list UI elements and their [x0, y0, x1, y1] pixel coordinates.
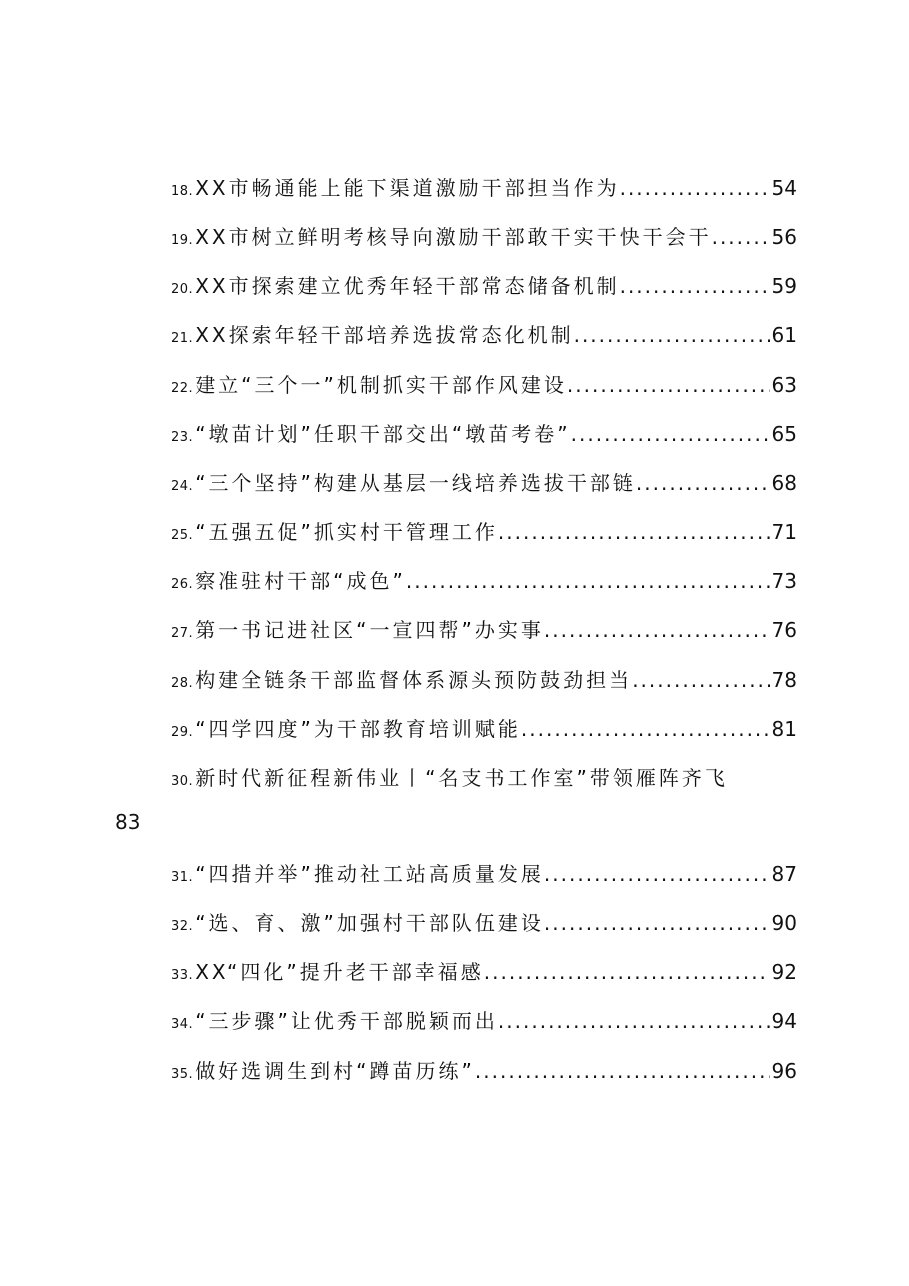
dot-leader: [475, 1059, 770, 1083]
toc-entry-page: 92: [771, 960, 797, 984]
toc-entry-page: 63: [771, 373, 797, 397]
toc-entry[interactable]: [171, 467, 797, 497]
dot-leader: [406, 569, 770, 593]
toc-entry-number: 31.: [171, 870, 194, 885]
toc-entry-title: 构建全链条干部监督体系源头预防鼓劲担当: [195, 668, 633, 692]
toc-entry-title: 建立“三个一”机制抓实干部作风建设: [195, 373, 567, 397]
toc-entry-page: 56: [771, 225, 797, 249]
dot-leader: [571, 422, 770, 446]
toc-entry-number: 20.: [171, 282, 194, 297]
toc-entry-number: 19.: [171, 233, 194, 248]
dot-leader: [521, 717, 770, 741]
dot-leader: [544, 618, 770, 642]
dot-leader: [620, 176, 770, 200]
toc-entry[interactable]: [171, 956, 797, 986]
toc-entry-title: XX探索年轻干部培养选拔常态化机制: [195, 323, 574, 347]
toc-entry-title: 新时代新征程新伟业丨“名支书工作室”带领雁阵齐飞: [195, 766, 728, 790]
toc-entry-number: 27.: [171, 626, 194, 641]
toc-entry[interactable]: [171, 614, 797, 644]
toc-entry-number: 23.: [171, 430, 194, 445]
toc-entry-title: XX市畅通能上能下渠道激励干部担当作为: [195, 176, 620, 200]
toc-entry-number: 34.: [171, 1017, 194, 1032]
toc-entry[interactable]: [171, 319, 797, 349]
dot-leader: [620, 274, 770, 298]
toc-entry-number: 33.: [171, 968, 194, 983]
toc-entry-page: 71: [771, 520, 797, 544]
toc-entry-number: 22.: [171, 381, 194, 396]
toc-entry-page: 78: [771, 668, 797, 692]
toc-entry[interactable]: [171, 369, 797, 399]
toc-entry-number: 28.: [171, 676, 194, 691]
dot-leader: [636, 471, 770, 495]
dot-leader: [484, 960, 770, 984]
toc-entry-page: 90: [771, 911, 797, 935]
toc-entry-title: “五强五促”抓实村干管理工作: [195, 520, 498, 544]
toc-entry-number: 32.: [171, 919, 194, 934]
toc-entry[interactable]: [171, 1005, 797, 1035]
dot-leader: [544, 862, 770, 886]
toc-entry-title: XX市树立鲜明考核导向激励干部敢干实干快干会干: [195, 225, 712, 249]
toc-entry-page: 73: [771, 569, 797, 593]
toc-entry-number: 26.: [171, 577, 194, 592]
dot-leader: [632, 668, 769, 692]
toc-entry-title: 做好选调生到村“蹲苗历练”: [195, 1059, 475, 1083]
dot-leader: [567, 373, 770, 397]
dot-leader: [498, 520, 770, 544]
toc-entry-number: 18.: [171, 184, 194, 199]
toc-entry[interactable]: [171, 858, 797, 888]
toc-entry-title: “选、育、激”加强村干部队伍建设: [195, 911, 544, 935]
toc-entry-page: 83: [115, 810, 141, 834]
toc-entry-title: 察准驻村干部“成色”: [195, 569, 406, 593]
toc-entry-page: 68: [771, 471, 797, 495]
toc-entry[interactable]: [171, 1055, 797, 1085]
toc-entry-title: XX“四化”提升老干部幸福感: [195, 960, 484, 984]
toc-entry[interactable]: [115, 762, 797, 834]
toc-entry-number: 24.: [171, 479, 194, 494]
toc-entry-title: “三个坚持”构建从基层一线培养选拔干部链: [195, 471, 636, 495]
toc-entry[interactable]: [171, 221, 797, 251]
toc-entry[interactable]: [171, 172, 797, 202]
toc-entry-title: “四学四度”为干部教育培训赋能: [195, 717, 521, 741]
toc-entry-title: “三步骤”让优秀干部脱颖而出: [195, 1009, 498, 1033]
toc-entry-title: XX市探索建立优秀年轻干部常态储备机制: [195, 274, 620, 298]
toc-entry[interactable]: [171, 565, 797, 595]
toc-entry-number: 29.: [171, 725, 194, 740]
toc-entry-page: 61: [771, 323, 797, 347]
toc-entry-number: 25.: [171, 528, 194, 543]
toc-entry[interactable]: [171, 664, 797, 694]
toc-entry[interactable]: [171, 516, 797, 546]
toc-entry[interactable]: [171, 270, 797, 300]
toc-entry-title: “四措并举”推动社工站高质量发展: [195, 862, 544, 886]
dot-leader: [712, 225, 770, 249]
toc-entry[interactable]: [171, 713, 797, 743]
toc-entry[interactable]: [171, 907, 797, 937]
toc-entry-page: 54: [771, 176, 797, 200]
toc-entry-title: 第一书记进社区“一宣四帮”办实事: [195, 618, 544, 642]
toc-entry[interactable]: [171, 418, 797, 448]
toc-entry-number: 21.: [171, 331, 194, 346]
toc-entry-page: 94: [771, 1009, 797, 1033]
toc-entry-page: 87: [771, 862, 797, 886]
toc-entry-page: 76: [771, 618, 797, 642]
toc-entry-number: 35.: [171, 1067, 194, 1082]
toc-entry-page: 65: [771, 422, 797, 446]
toc-entry-page: 96: [771, 1059, 797, 1083]
dot-leader: [544, 911, 770, 935]
dot-leader: [498, 1009, 770, 1033]
toc-entry-number: 30.: [171, 774, 194, 789]
toc-entry-page: 81: [771, 717, 797, 741]
dot-leader: [574, 323, 770, 347]
toc-entry-title: “墩苗计划”任职干部交出“墩苗考卷”: [195, 422, 571, 446]
toc-entry-page: 59: [771, 274, 797, 298]
